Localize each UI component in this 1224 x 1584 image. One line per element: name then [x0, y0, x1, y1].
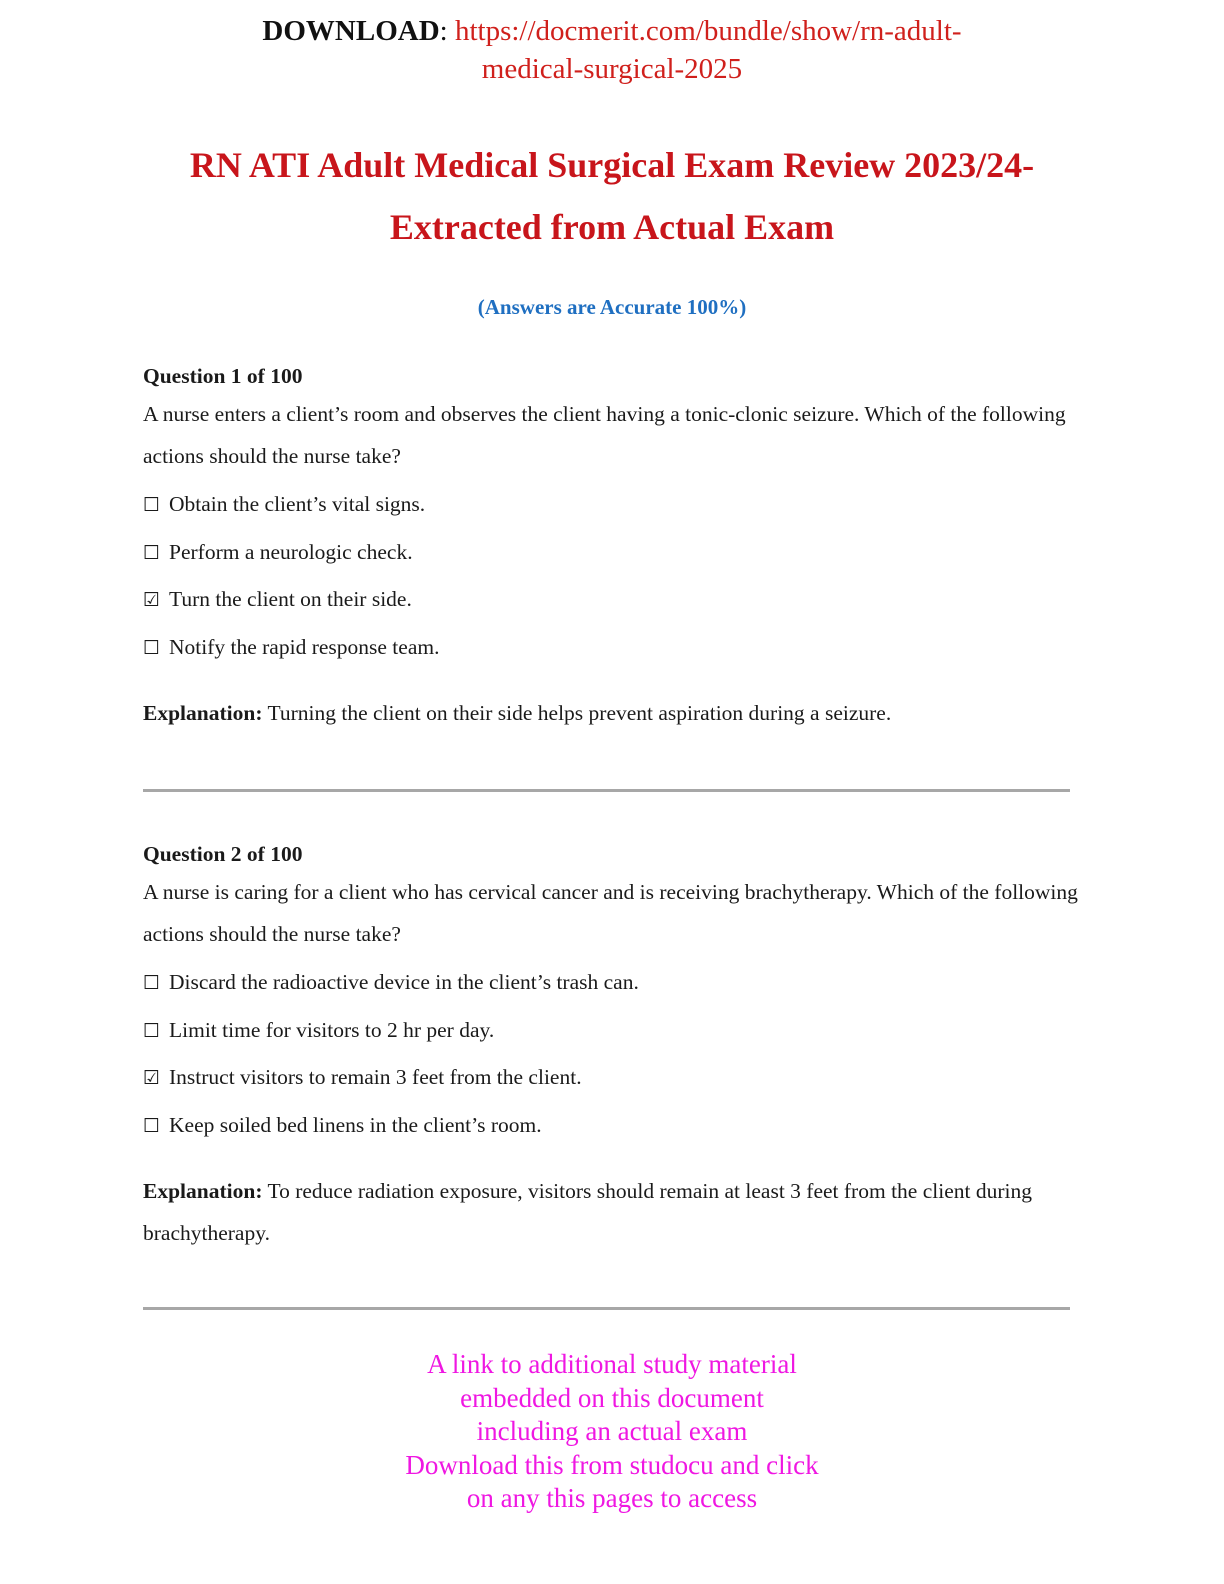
- checkbox-unchecked-icon[interactable]: ☐: [143, 636, 161, 659]
- section-divider: [143, 789, 1070, 792]
- promo-line[interactable]: including an actual exam: [476, 1416, 748, 1446]
- question-block-2: [143, 838, 1083, 1254]
- question-text: A nurse enters a client’s room and observes the client having a tonic-clonic seizure. Which of the following actions should the nurse take?: [143, 402, 1066, 468]
- answer-options: [143, 959, 1083, 1149]
- answer-option-correct[interactable]: [143, 1054, 1083, 1102]
- promo-line[interactable]: embedded on this document: [460, 1382, 764, 1413]
- checkbox-checked-icon[interactable]: ☑: [143, 1067, 161, 1089]
- answer-options: [143, 481, 1083, 671]
- answer-option-text: Turn the client on their side.: [169, 587, 412, 611]
- answer-option[interactable]: [143, 1007, 1083, 1055]
- checkbox-unchecked-icon[interactable]: ☐: [143, 972, 161, 994]
- accuracy-subtitle: (Answers are Accurate 100%): [477, 295, 747, 319]
- answer-option-text: Perform a neurologic check.: [169, 539, 413, 564]
- explanation: [143, 693, 1083, 735]
- study-material-link[interactable]: [0, 1348, 1224, 1516]
- promo-line[interactable]: Download this from studocu and click: [405, 1449, 819, 1480]
- explanation: [143, 1171, 1083, 1254]
- explanation-label: Explanation:: [143, 1179, 263, 1203]
- title-line-1: RN ATI Adult Medical Surgical Exam Review 2023/24-: [189, 145, 1035, 185]
- checkbox-unchecked-icon[interactable]: ☐: [143, 1019, 161, 1042]
- explanation-text: Turning the client on their side helps prevent aspiration during a seizure.: [262, 701, 892, 725]
- document-title: [0, 134, 1224, 258]
- download-banner: [0, 12, 1224, 88]
- promo-line[interactable]: on any this pages to access: [466, 1483, 758, 1513]
- answer-option-correct[interactable]: [143, 576, 1083, 624]
- section-divider: [143, 1307, 1070, 1310]
- checkbox-unchecked-icon[interactable]: ☐: [143, 1114, 161, 1137]
- answer-option-text: Obtain the client’s vital signs.: [169, 492, 426, 516]
- answer-option-text: Notify the rapid response team.: [169, 634, 440, 659]
- answer-option[interactable]: [143, 624, 1083, 672]
- question-block-1: [143, 360, 1083, 735]
- answer-option-text: Instruct visitors to remain 3 feet from the client.: [169, 1065, 582, 1089]
- download-url-line1[interactable]: https://docmerit.com/bundle/show/rn-adult-: [454, 15, 962, 47]
- answer-option[interactable]: [143, 1102, 1083, 1150]
- answer-option[interactable]: [143, 959, 1083, 1007]
- answer-option[interactable]: [143, 529, 1083, 577]
- question-text: A nurse is caring for a client who has cervical cancer and is receiving brachytherapy. Which of the following actions should the nurse take?: [143, 880, 1078, 946]
- download-colon: :: [439, 15, 455, 47]
- explanation-text: To reduce radiation exposure, visitors should remain at least 3 feet from the client during brachytherapy.: [143, 1179, 1032, 1245]
- answer-option-text: Keep soiled bed linens in the client’s room.: [169, 1112, 542, 1137]
- checkbox-unchecked-icon[interactable]: ☐: [143, 494, 161, 516]
- download-link[interactable]: [0, 15, 1224, 88]
- checkbox-checked-icon[interactable]: ☑: [143, 589, 161, 611]
- download-url-line2[interactable]: medical-surgical-2025: [481, 53, 743, 85]
- answer-option-text: Discard the radioactive device in the client’s trash can.: [169, 970, 639, 994]
- checkbox-unchecked-icon[interactable]: ☐: [143, 541, 161, 564]
- title-line-2: Extracted from Actual Exam: [389, 207, 835, 247]
- promo-line[interactable]: A link to additional study material: [427, 1349, 797, 1379]
- question-heading: Question 1 of 100: [143, 364, 303, 388]
- question-heading: Question 2 of 100: [143, 842, 303, 866]
- explanation-label: Explanation:: [143, 701, 263, 725]
- answer-option-text: Limit time for visitors to 2 hr per day.: [169, 1017, 495, 1042]
- download-label: DOWNLOAD: [262, 15, 440, 47]
- answer-option[interactable]: [143, 481, 1083, 529]
